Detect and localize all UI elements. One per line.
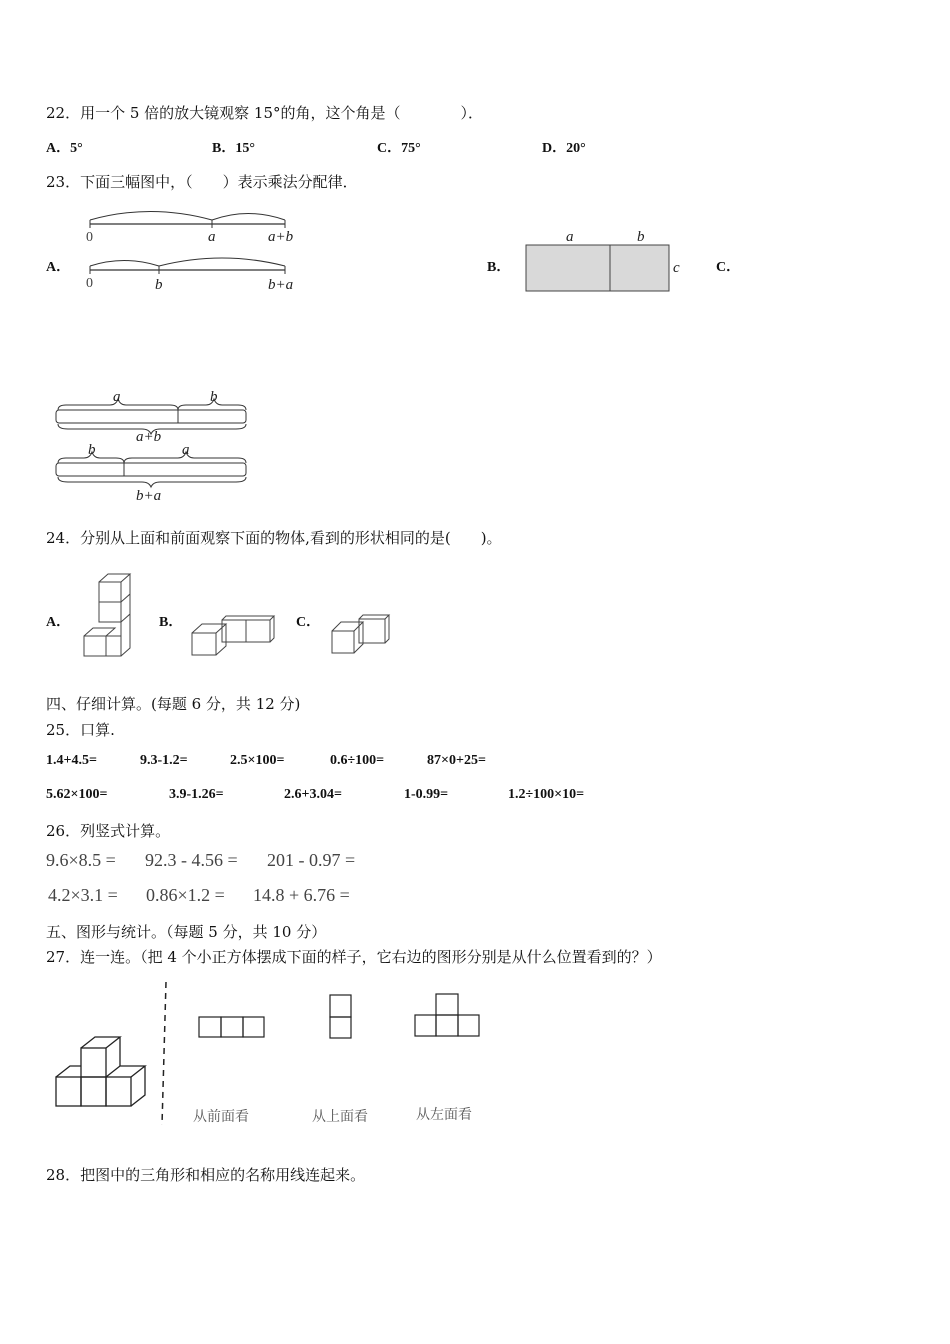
bar-1 [56, 410, 246, 423]
q26-row1-item: 201 - 0.97 = [267, 850, 356, 870]
q24-text: 24．分别从上面和前面观察下面的物体,看到的形状相同的是( )。 [46, 529, 502, 547]
label-b: b [88, 442, 96, 458]
q25-row1-item: 87×0+25= [427, 753, 486, 768]
label-b: b [155, 277, 163, 293]
q25-row1-item: 0.6÷100= [330, 753, 385, 768]
label-a: a [208, 229, 216, 245]
label-a: a [113, 389, 121, 405]
cube-pair-c [328, 612, 398, 662]
q26-row1-item: 9.6×8.5 = [46, 850, 116, 870]
q26-text: 26．列竖式计算。 [46, 822, 171, 840]
label-b-plus-a: b+a [136, 488, 162, 504]
q22-option-c: C．75° [377, 141, 421, 156]
cube-row-b [188, 612, 278, 662]
label-a: a [182, 442, 190, 458]
q25-row2-item: 1-0.99= [404, 787, 449, 802]
q24-label-b: B． [159, 615, 183, 630]
q25-row1-item: 1.4+4.5= [46, 753, 97, 768]
top-view-shape [330, 995, 351, 1038]
label-a-plus-b: a+b [136, 429, 162, 445]
label-b: b [210, 389, 218, 405]
label-c: c [673, 260, 680, 276]
arc-b [212, 214, 285, 221]
brace-figure [52, 390, 257, 508]
label-top-view: 从上面看 [312, 1109, 368, 1125]
q25-row2-item: 3.9-1.26= [169, 787, 224, 802]
number-line-figure [80, 205, 320, 295]
q26-row2-item: 14.8 + 6.76 = [253, 885, 350, 905]
front-view-shape [199, 1017, 264, 1037]
label-b: b [637, 229, 645, 245]
q25-row1-item: 9.3-1.2= [140, 753, 188, 768]
brace-sum-2 [58, 477, 246, 487]
label-b-plus-a: b+a [268, 277, 294, 293]
area-rectangle [526, 245, 669, 291]
q22-option-a: A．5° [46, 141, 83, 156]
q23-text: 23．下面三幅图中，（ ）表示乘法分配律． [46, 173, 358, 191]
q28-text: 28．把图中的三角形和相应的名称用线连起来。 [46, 1166, 366, 1184]
q24-label-c: C． [296, 615, 321, 630]
q26-row2-item: 0.86×1.2 = [146, 885, 225, 905]
cube-stack-a [80, 568, 140, 663]
q25-row2-item: 2.6+3.04= [284, 787, 342, 802]
arc-b2 [90, 261, 159, 267]
q25-row2-item: 5.62×100= [46, 787, 108, 802]
q23-label-b: B． [487, 260, 511, 275]
rectangle-figure [520, 228, 690, 298]
q27-text: 27．连一连。（把 4 个小正方体摆成下面的样子，它右边的图形分别是从什么位置看到的？） [46, 948, 662, 966]
q23-label-c: C． [716, 260, 741, 275]
q24-label-a: A． [46, 615, 71, 630]
q25-row2-item: 1.2÷100×10= [508, 787, 585, 802]
label-zero-2: 0 [86, 276, 93, 291]
q26-row1-item: 92.3 - 4.56 = [145, 850, 238, 870]
label-a-plus-b: a+b [268, 229, 294, 245]
q25-row1-item: 2.5×100= [230, 753, 285, 768]
left-view-shape [415, 994, 479, 1036]
q25-text: 25．口算. [46, 721, 115, 739]
label-front-view: 从前面看 [193, 1109, 249, 1125]
arc-a2 [159, 258, 285, 266]
label-left-view: 从左面看 [416, 1107, 472, 1123]
dashed-separator [162, 982, 166, 1125]
q23-label-a: A． [46, 260, 71, 275]
q22-option-b: B．15° [212, 141, 255, 156]
section-5-heading: 五、图形与统计。（每题 5 分，共 10 分） [46, 923, 327, 941]
arc-a [90, 212, 212, 221]
cube-structure [56, 1037, 145, 1106]
q22-text: 22．用一个 5 倍的放大镜观察 15°的角，这个角是（ ）． [46, 104, 484, 122]
bar-2 [56, 463, 246, 476]
q22-option-d: D．20° [542, 141, 586, 156]
section-4-heading: 四、仔细计算。(每题 6 分，共 12 分) [46, 695, 301, 713]
label-a: a [566, 229, 574, 245]
q26-row2-item: 4.2×3.1 = [48, 885, 118, 905]
label-zero: 0 [86, 230, 93, 245]
